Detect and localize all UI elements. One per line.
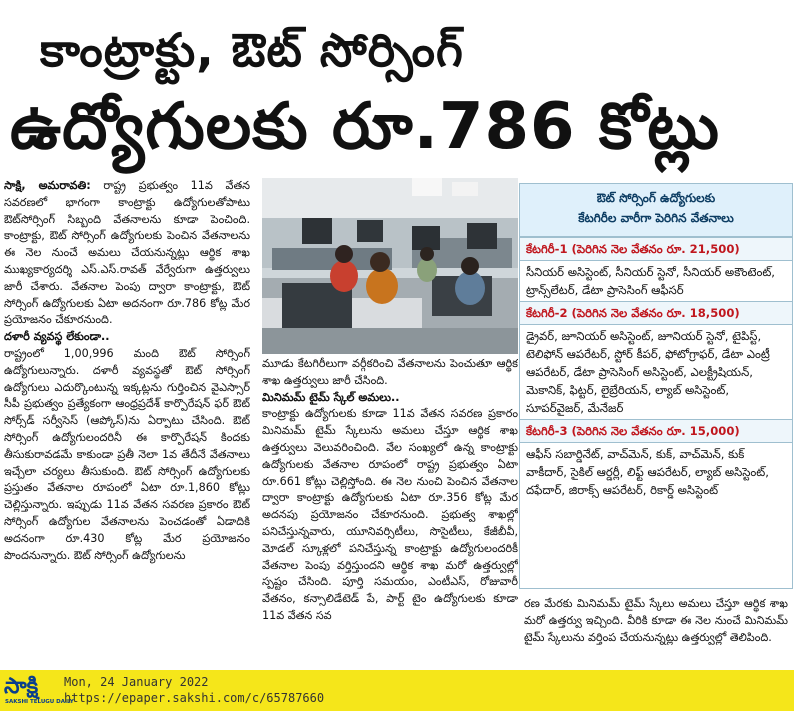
category-salary-box <box>519 183 793 589</box>
epaper-url-link[interactable]: https://epaper.sakshi.com/c/65787660 <box>64 691 325 705</box>
para-1-text: రాష్ట్ర ప్రభుత్వం 11వ వేతన సవరణలో భాగంగా కాంట్రాక్టు ఉద్యోగులతోపాటు ఔట్‌సోర్సింగ్ సిబ్బంది వేతనాలను కూడా పెంచింది. కాంట్రాక్టు, ఔట్ సోర్సింగ్ ఉద్యోగులకు పెంచిన వేతనాలను ఈ నెల నుంచే అమలు చేయనున్నట్లు ఆర్థిక శాఖ ముఖ్యకార్యదర్శి ఎస్.ఎస్.రావత్ వేర్వేరుగా ఉత్తర్వులు జారీ చేశారు. వేతనాల పెంపు ద్వారా కాంట్రాక్టు, ఔట్ సోర్సింగ్ ఉద్యోగులకు ఏటా అదనంగా రూ.786 కోట్ల మేర ప్రయోజనం చేకూరనుంది. <box>4 179 250 327</box>
article-column-3 <box>524 596 788 670</box>
box-title-line-1: ఔట్ సోర్సింగ్ ఉద్యోగులకు <box>596 191 716 205</box>
headline-line-1: కాంట్రాక్టు, ఔట్ సోర్సింగ్ <box>40 23 464 77</box>
sakshi-logo <box>4 674 74 707</box>
logo-wordmark: సాక్షి <box>4 674 39 699</box>
box-title-line-2: కేటగిరీల వారీగా పెరిగిన వేతనాలు <box>578 211 734 225</box>
subhead-minimum-time-scale: మినిమమ్ టైమ్ స్కేల్ అమలు.. <box>262 390 400 404</box>
article-column-2 <box>262 356 518 672</box>
column-2-para-1: మూడు కేటగిరీలుగా వర్గీకరించి వేతనాలను పెంచుతూ ఆర్థిక శాఖ ఉత్తర్వులు జారీ చేసింది. <box>262 357 518 387</box>
epaper-footer <box>0 670 794 711</box>
column-2-para-2: కాంట్రాక్టు ఉద్యోగులకు కూడా 11వ వేతన సవరణ ప్రకారం మినిమమ్ టైమ్ స్కేలును అమలు చేస్తూ ఆర్థిక శాఖ ఉత్తర్వులు వెలువరించింది. వేల సంఖ్యలో ఉన్న కాంట్రాక్టు ఉద్యోగులకు వేతనాల రూపంలో రాష్ట్ర ప్రభుత్వం ఏటా రూ.661 కోట్లు చెల్లిస్తోంది. ఈ నెల నుంచి పెంచిన వేతనాల ద్వారా కాంట్రాక్టు ఉద్యోగులకు ఏటా రూ.356 కోట్ల మేర అదనపు ప్రయోజనం చేకూరనుంది. ప్రభుత్వ శాఖల్లో పనిచేస్తున్నవారు, యూనివర్సిటీలు, సొసైటీలు, కేజీబీవీ, మోడల్ స్కూళ్లలో పనిచేస్తున్న కాంట్రాక్టు ఉద్యోగులందరికీ వేతనాల పెంపు వర్తిస్తుందని ఆర్థిక శాఖ మరో ఉత్తర్వుల్లో స్పష్టం చేసింది. పూర్తి సమయం, ఎంటీఎస్, రోజువారీ వేతనం, కన్సాలిడేటెడ్ పే, పార్ట్ టైం ఉద్యోగులకు కూడా 11వ వేతన సవ <box>262 407 518 622</box>
category-1-roles: సీనియర్ అసిస్టెంట్, సీనియర్ స్టెనో, సీనియర్ అకౌంటెంట్, ట్రాన్స్‌లేటర్, డేటా ప్రాసెసింగ్ ఆఫీసర్ <box>526 265 775 297</box>
box-title <box>520 184 792 237</box>
dateline: సాక్షి, అమరావతి: <box>4 179 91 192</box>
article-column-1 <box>4 178 250 670</box>
category-2-heading: కేటగిరీ-2 (పెరిగిన నెల వేతనం రూ. 18,500) <box>520 301 792 325</box>
article-para-2: రాష్ట్రంలో 1,00,996 మంది ఔట్ సోర్సింగ్ ఉద్యోగులున్నారు. దళారీ వ్యవస్థతో ఔట్ సోర్సింగ్ ఉద్యోగులు ఎదుర్కొంటున్న ఇక్కట్లను గుర్తించిన వైఎస్సార్ సీపీ ప్రభుత్వం ప్రత్యేకంగా ఆంధ్రప్రదేశ్ కార్పొరేషన్ ఫర్ ఔట్ సోర్స్‌డ్ సర్వీసెస్ (ఆప్కోస్)ను ఏర్పాటు చేసింది. ఔట్ సోర్సింగ్ ఉద్యోగులందరినీ ఈ కార్పొరేషన్ కిందకు తీసుకురావడమే కాకుండా ప్రతీ నెలా 1వ తేదీనే వేతనాలు ఇచ్చేలా చర్యలు తీసుకుంది. ఔట్ సోర్సింగ్ ఉద్యోగులకు ప్రస్తుతం వేతనాల రూపంలో ఏటా రూ.1,860 కోట్లు చెల్లిస్తున్నారు. ఇప్పుడు 11వ వేతన సవరణ ప్రకారం ఔట్ సోర్సింగ్ ఉద్యోగుల వేతనాలను పెంచడంతో ఏడాదికి అదనంగా రూ.430 కోట్ల మేర ప్రయోజనం పొందనున్నారు. ఔట్ సోర్సింగ్ ఉద్యోగులను <box>4 346 250 562</box>
category-3-roles: ఆఫీస్ సబార్డినేట్, వాచ్‌మెన్, కుక్, వాచ్‌మెన్, కుక్ వాకీదార్, సైకిల్ ఆర్డర్లీ, లిఫ్ట్ ఆపరేటర్, ల్యాబ్ అసిస్టెంట్, దఫేదార్, జిరాక్స్ ఆపరేటర్, రికార్డ్ అసిస్టెంట్ <box>526 447 769 497</box>
headline-line-2: ఉద్యోగులకు రూ.786 కోట్లు <box>10 90 720 164</box>
headline <box>0 0 794 172</box>
article-para-1 <box>4 178 250 329</box>
subhead-no-middleman: దళారీ వ్యవస్థ లేకుండా.. <box>4 330 110 344</box>
office-workers-photo <box>262 178 518 354</box>
category-2-roles: డ్రైవర్, జూనియర్ అసిస్టెంట్, జూనియర్ స్టెనో, టైపిస్ట్, టెలిఫోన్ ఆపరేటర్, స్టోర్ కీపర్, ఫోటోగ్రాఫర్, డేటా ఎంట్రీ ఆపరేటర్, డేటా ప్రాసెసింగ్ అసిస్టెంట్, ఎలక్ట్రీషియన్, మెకానిక్, ఫిట్టర్, లైబ్రేరియన్, ల్యాబ్ అసిస్టెంట్, సూపర్‌వైజర్, మేనేజర్ <box>526 329 770 415</box>
edition-date: Mon, 24 January 2022 <box>64 675 209 689</box>
category-1-heading: కేటగిరీ-1 (పెరిగిన నెల వేతనం రూ. 21,500) <box>520 237 792 261</box>
category-3-heading: కేటగిరీ-3 (పెరిగిన నెల వేతనం రూ. 15,000) <box>520 419 792 443</box>
column-3-para: రణ మేరకు మినిమమ్ టైమ్ స్కేలు అమలు చేస్తూ ఆర్థిక శాఖ మరో ఉత్తర్వు ఇచ్చింది. వీరికి కూడా ఈ నెల నుంచే మినిమమ్ టైమ్ స్కేలును వర్తింప చేయనున్నట్లు ఉత్తర్వుల్లో తెలిపింది. <box>524 597 788 644</box>
logo-tagline: SAKSHI TELUGU DAILY <box>5 699 74 705</box>
